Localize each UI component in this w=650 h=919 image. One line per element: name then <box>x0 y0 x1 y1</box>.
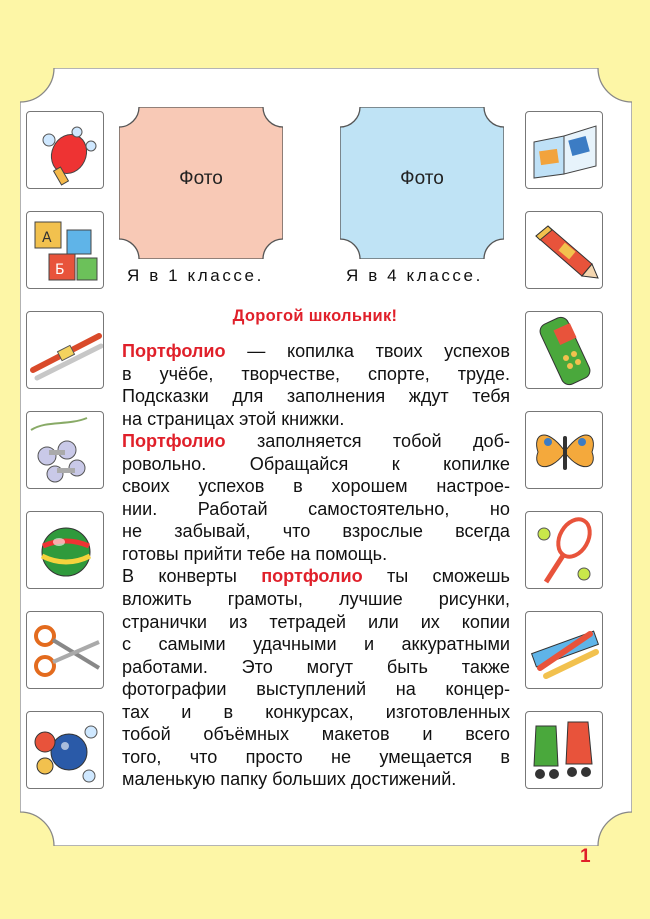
text-segment: Подсказки для заполнения ждут тебя <box>122 386 510 407</box>
body-text <box>122 340 510 791</box>
text-segment: тобой объёмных макетов и всего <box>122 724 510 745</box>
right-tile-3 <box>525 311 603 389</box>
portfolio-term: Портфолио <box>122 341 226 361</box>
text-segment: того, что просто не умещается в <box>122 746 510 767</box>
right-tile-4 <box>525 411 603 489</box>
photo-label: Фото <box>179 168 223 189</box>
right-tile-7 <box>525 711 603 789</box>
text-segment: — копилка твоих успехов <box>225 341 510 361</box>
left-tile-5 <box>26 511 104 589</box>
photo-caption-grade-1: Я в 1 классе. <box>127 266 264 285</box>
text-segment: В конверты <box>122 566 262 587</box>
text-line <box>122 678 510 701</box>
text-line <box>122 340 510 363</box>
left-tile-4 <box>26 411 104 489</box>
text-line <box>122 656 510 679</box>
ping-pong-paddle-icon <box>27 112 104 189</box>
book-icon <box>526 112 603 189</box>
left-tile-6 <box>26 611 104 689</box>
paragraph-2 <box>122 430 510 565</box>
scissors-icon <box>27 612 104 689</box>
text-line <box>122 475 510 498</box>
svg-text:Б: Б <box>55 262 65 278</box>
portfolio-term: Портфолио <box>122 431 226 452</box>
text-segment: готовы прийти тебе на помощь. <box>122 543 388 564</box>
right-tile-2 <box>525 211 603 289</box>
paragraph-1 <box>122 340 510 430</box>
text-line <box>122 701 510 724</box>
text-line <box>122 565 510 588</box>
svg-text:А: А <box>42 230 52 246</box>
left-tile-7 <box>26 711 104 789</box>
alphabet-blocks-icon <box>27 212 104 289</box>
text-line <box>122 723 510 746</box>
ruler-pencils-icon <box>526 612 603 689</box>
text-line <box>122 498 510 521</box>
text-segment: странички из тетрадей или их копии <box>122 611 510 632</box>
text-segment: нии. Работай самостоятельно, но <box>122 498 510 519</box>
roller-skates-icon <box>526 712 603 789</box>
text-line <box>122 543 510 566</box>
text-segment: заполняется тобой доб- <box>225 431 510 452</box>
paragraph-3 <box>122 565 510 790</box>
text-line <box>122 768 510 791</box>
text-segment: маленькую папку больших достижений. <box>122 769 457 790</box>
text-segment: в учёбе, творчестве, спорте, труде. <box>122 363 510 384</box>
text-line <box>122 746 510 769</box>
toys-icon <box>27 712 104 789</box>
toy-phone-icon <box>526 312 603 389</box>
text-segment: работами. Это могут быть также <box>122 656 510 677</box>
text-segment: ты сможешь <box>362 566 510 587</box>
page-number: 1 <box>580 846 591 867</box>
text-segment: на страницах этой книжки. <box>122 408 345 429</box>
tennis-racket-icon <box>526 512 603 589</box>
right-tile-5 <box>525 511 603 589</box>
text-line <box>122 408 510 431</box>
photo-caption-grade-4: Я в 4 классе. <box>346 266 483 285</box>
butterfly-icon <box>526 412 603 489</box>
text-line <box>122 588 510 611</box>
text-segment: тах и в конкурсах, изготовленных <box>122 701 510 722</box>
photo-frame-grade-4 <box>340 107 504 259</box>
ball-icon <box>27 512 104 589</box>
right-tile-6 <box>525 611 603 689</box>
text-line <box>122 633 510 656</box>
text-segment: вложить грамоты, лучшие рисунки, <box>122 589 510 610</box>
skis-icon <box>27 312 104 389</box>
text-segment: фотографии выступлений на концер- <box>122 679 510 700</box>
text-line <box>122 363 510 386</box>
photo-frame-grade-1 <box>119 107 283 259</box>
text-line <box>122 430 510 453</box>
dumbbells-icon <box>27 412 104 489</box>
text-segment: своих успехов в хорошем настрое- <box>122 476 510 497</box>
portfolio-term: портфолио <box>261 566 363 587</box>
left-tile-2 <box>26 211 104 289</box>
text-line <box>122 453 510 476</box>
photo-label: Фото <box>400 168 444 189</box>
text-line <box>122 385 510 408</box>
text-segment: с самыми удачными и аккуратными <box>122 634 510 655</box>
heading: Дорогой школьник! <box>232 307 398 325</box>
right-tile-1 <box>525 111 603 189</box>
left-tile-3 <box>26 311 104 389</box>
text-line <box>122 520 510 543</box>
text-segment: ровольно. Обращайся к копилке <box>122 453 510 474</box>
text-segment: не забывай, что взрослые всегда <box>122 521 510 542</box>
pencil-sharpener-icon <box>526 212 603 289</box>
text-line <box>122 611 510 634</box>
left-tile-1 <box>26 111 104 189</box>
